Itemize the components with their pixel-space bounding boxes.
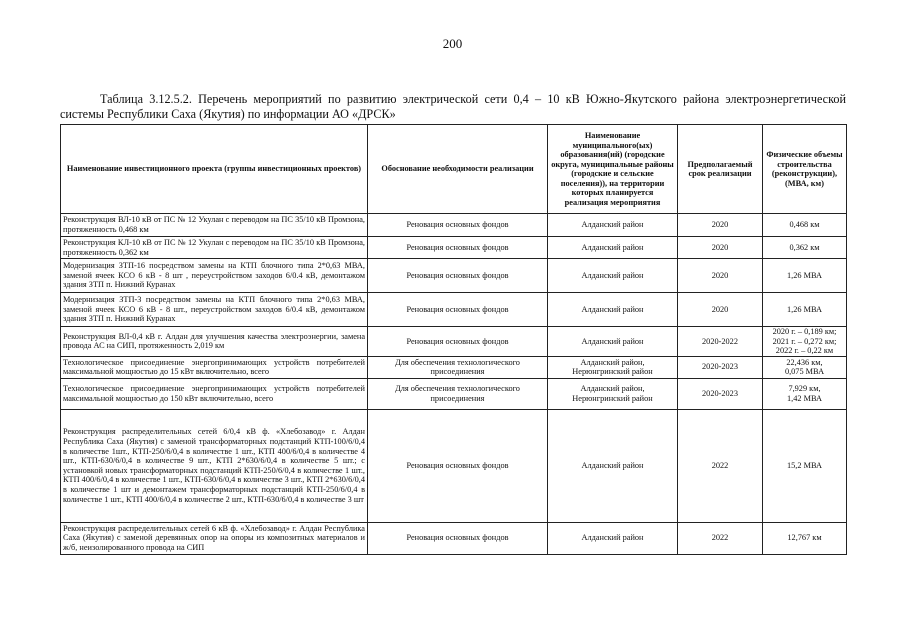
project-name-cell: Реконструкция ВЛ-10 кВ от ПС № 12 Укулан с переводом на ПС 35/10 кВ Промзона, протяженность 0,468 км — [61, 214, 368, 237]
municipality-cell: Алданский район, Нерюнгринский район — [548, 356, 678, 378]
municipality-cell: Алданский район — [548, 293, 678, 327]
table-row — [61, 327, 847, 357]
measures-table — [60, 124, 847, 555]
period-cell: 2020-2022 — [678, 327, 763, 357]
justification-cell: Реновация основных фондов — [368, 214, 548, 237]
table-caption: Таблица 3.12.5.2. Перечень мероприятий по развитию электрической сети 0,4 – 10 кВ Южно-Якутского района электроэнергетической системы Республики Саха (Якутия) по информации АО «ДРСК» — [60, 92, 846, 121]
justification-cell: Для обеспечения технологического присоединения — [368, 356, 548, 378]
project-name-cell: Модернизация ЗТП-3 посредством замены на КТП блочного типа 2*0,63 МВА, заменой ячеек КСО 6 кВ - 8 шт., переустройством заходов 6/0.4 кВ, демонтажом здания ЗТП п. Нижний Куранах — [61, 293, 368, 327]
volume-cell: 22,436 км, 0,075 МВА — [763, 356, 847, 378]
table-row — [61, 214, 847, 237]
volume-cell: 7,929 км, 1,42 МВА — [763, 378, 847, 409]
period-cell: 2022 — [678, 522, 763, 554]
municipality-cell: Алданский район — [548, 327, 678, 357]
project-name-cell: Реконструкция распределительных сетей 6 кВ ф. «Хлебозавод» г. Алдан Республика Саха (Якутия) с заменой деревянных опор на опоры из композитных материалов и ж/б, неизолированного провода на СИП — [61, 522, 368, 554]
header-period: Предполагаемый срок реализации — [678, 125, 763, 214]
header-volume: Физические объемы строительства (реконструкции), (МВА, км) — [763, 125, 847, 214]
volume-cell: 0,468 км — [763, 214, 847, 237]
project-name-cell: Реконструкция ВЛ-0,4 кВ г. Алдан для улучшения качества электроэнергии, замена провода АС на СИП, протяженность 2,019 км — [61, 327, 368, 357]
justification-cell: Реновация основных фондов — [368, 409, 548, 522]
period-cell: 2020 — [678, 214, 763, 237]
page-number: 200 — [442, 36, 463, 51]
justification-cell: Реновация основных фондов — [368, 522, 548, 554]
period-cell: 2020 — [678, 293, 763, 327]
municipality-cell: Алданский район — [548, 237, 678, 259]
table-row — [61, 259, 847, 293]
volume-cell: 12,767 км — [763, 522, 847, 554]
header-justification: Обоснование необходимости реализации — [368, 125, 548, 214]
justification-cell: Реновация основных фондов — [368, 237, 548, 259]
header-municipality: Наименование муниципального(ых) образования(ий) (городские округа, муниципальные районы (городские и сельские поселения)), на территории которых планируется реализация мероприятия — [548, 125, 678, 214]
table-row — [61, 356, 847, 378]
justification-cell: Реновация основных фондов — [368, 327, 548, 357]
table-row — [61, 237, 847, 259]
project-name-cell: Технологическое присоединение энергопринимающих устройств потребителей максимальной мощностью до 150 кВт включительно, всего — [61, 378, 368, 409]
project-name-cell: Реконструкция КЛ-10 кВ от ПС № 12 Укулан с переводом на ПС 35/10 кВ Промзона, протяженность 0,362 км — [61, 237, 368, 259]
municipality-cell: Алданский район — [548, 409, 678, 522]
municipality-cell: Алданский район — [548, 259, 678, 293]
period-cell: 2020-2023 — [678, 378, 763, 409]
project-name-cell: Модернизация ЗТП-16 посредством замены на КТП блочного типа 2*0,63 МВА, заменой ячеек КСО 6 кВ - 8 шт , переустройством заходов 6/0.4 кВ, демонтажом здания ЗТП п. Нижний Куранах — [61, 259, 368, 293]
period-cell: 2020 — [678, 237, 763, 259]
project-name-cell: Реконструкция распределительных сетей 6/0,4 кВ ф. «Хлебозавод» г. Алдан Республика Саха (Якутия) с заменой трансформаторных подстанций КТП-100/6/0,4 в количестве 1шт., КТП-250/6/0,4 в количестве 1 шт., КТП 400/6/0,4 в количестве 4 шт., КТП-630/6/0,4 в количестве 9 шт., КТП 2*630/6/0,4 в количестве 5 шт.; с установкой новых трансформаторных подстанций КТП-250/6/0,4 в количестве 1 шт., КТП 400/6/0,4 в количестве 1 шт., КТП-630/6/0,4 в количестве 3 шт., КТП 2*630/6/0,4 в количестве 1 шт и демонтажем трансформаторных подстанций КТП-250/6/0,4 в количестве 1 шт., КТП 400/6/0,4 в количестве 2 шт., КТП-630/6/0,4 в количестве 3 шт — [61, 409, 368, 522]
header-project-name: Наименование инвестиционного проекта (группы инвестиционных проектов) — [61, 125, 368, 214]
municipality-cell: Алданский район, Нерюнгринский район — [548, 378, 678, 409]
table-row — [61, 522, 847, 554]
municipality-cell: Алданский район — [548, 522, 678, 554]
volume-cell: 1,26 МВА — [763, 259, 847, 293]
table-header-row — [61, 125, 847, 214]
volume-cell: 1,26 МВА — [763, 293, 847, 327]
table-row — [61, 409, 847, 522]
table-row — [61, 293, 847, 327]
volume-cell: 0,362 км — [763, 237, 847, 259]
justification-cell: Реновация основных фондов — [368, 293, 548, 327]
volume-cell: 15,2 МВА — [763, 409, 847, 522]
justification-cell: Для обеспечения технологического присоединения — [368, 378, 548, 409]
justification-cell: Реновация основных фондов — [368, 259, 548, 293]
municipality-cell: Алданский район — [548, 214, 678, 237]
table-row — [61, 378, 847, 409]
period-cell: 2020-2023 — [678, 356, 763, 378]
volume-cell: 2020 г. – 0,189 км; 2021 г. – 0,272 км; 2022 г. – 0,22 км — [763, 327, 847, 357]
project-name-cell: Технологическое присоединение энергопринимающих устройств потребителей максимальной мощностью до 15 кВт включительно, всего — [61, 356, 368, 378]
period-cell: 2020 — [678, 259, 763, 293]
period-cell: 2022 — [678, 409, 763, 522]
